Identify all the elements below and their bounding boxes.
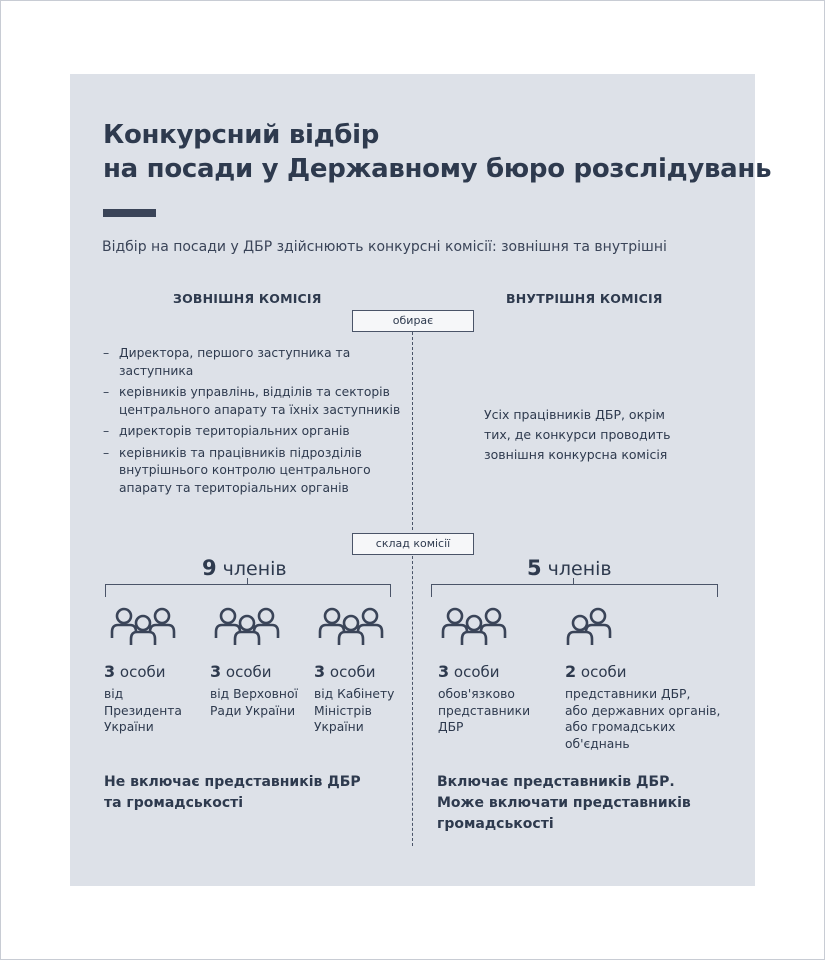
subtitle: Відбір на посади у ДБР здійснюють конкурсні комісії: зовнішня та внутрішні — [102, 239, 667, 255]
group-description-line: ДБР — [438, 720, 464, 734]
group-description-line: України — [104, 720, 154, 734]
group-description-line: представники ДБР, — [565, 687, 691, 701]
dash-bullet: – — [103, 385, 110, 399]
internal-positions-description — [484, 405, 704, 465]
member-count-number: 9 — [202, 556, 217, 580]
people-group-icon — [208, 605, 288, 649]
internal-commission-heading: ВНУТРІШНЯ КОМІСІЯ — [506, 291, 663, 306]
external-bracket — [105, 584, 391, 597]
external-bracket-tick — [247, 578, 248, 585]
page-title — [103, 118, 772, 186]
group-count-unit: особи — [580, 663, 627, 681]
title-line-2: на посади у Державному бюро розслідувань — [103, 154, 772, 184]
people-group-icon — [435, 605, 515, 649]
list-item — [103, 445, 403, 498]
group-description-line: від Верховної — [210, 687, 298, 701]
note-line: Включає представників ДБР. — [437, 774, 675, 790]
group-count — [565, 662, 627, 681]
selects-tag: обирає — [352, 310, 474, 332]
group-count-number: 3 — [104, 662, 116, 681]
group-description-line: представники — [438, 703, 531, 718]
people-pair-icon — [562, 605, 622, 649]
list-item — [103, 384, 403, 419]
group-description — [210, 686, 310, 719]
description-line: зовнішня конкурсна комісія — [484, 447, 668, 462]
external-positions-list — [103, 345, 403, 501]
list-item-text: керівників управлінь, відділів та секторів центрального апарату та їхніх заступників — [119, 385, 401, 417]
note-line: громадськості — [437, 816, 554, 832]
description-line: тих, де конкурси проводить — [484, 427, 671, 442]
group-count-number: 3 — [438, 662, 450, 681]
group-count — [314, 662, 376, 681]
dash-bullet: – — [103, 445, 110, 460]
divider-line-bottom — [412, 556, 413, 846]
group-description-line: від Кабінету — [314, 687, 395, 701]
group-count-unit: особи — [453, 663, 500, 681]
dash-bullet: – — [103, 424, 110, 438]
people-group-icon — [104, 605, 184, 649]
note-line: Може включати представників — [437, 795, 691, 811]
note-line: та громадськості — [104, 795, 244, 811]
list-item — [103, 345, 403, 380]
group-description-line: України — [314, 720, 364, 734]
group-count-unit: особи — [329, 663, 376, 681]
group-description-line: об'єднань — [565, 736, 630, 751]
group-description-line: від — [104, 687, 124, 701]
external-note — [104, 772, 404, 814]
internal-bracket — [431, 584, 718, 597]
group-description-line: або громадських — [565, 720, 676, 734]
description-line: Усіх працівників ДБР, окрім — [484, 407, 665, 422]
group-count — [210, 662, 272, 681]
external-member-count — [202, 556, 287, 580]
group-count-number: 3 — [314, 662, 326, 681]
group-description-line: Міністрів — [314, 703, 372, 718]
group-description — [565, 686, 735, 752]
member-count-label: членів — [222, 558, 287, 580]
group-description-line: обов'язково — [438, 687, 515, 701]
group-count-number: 3 — [210, 662, 222, 681]
group-count-unit: особи — [119, 663, 166, 681]
dash-bullet: – — [103, 346, 110, 360]
group-count-unit: особи — [225, 663, 272, 681]
member-count-number: 5 — [527, 556, 542, 580]
composition-tag: склад комісії — [352, 533, 474, 555]
internal-member-count — [527, 556, 612, 580]
people-group-icon — [312, 605, 392, 649]
title-underline-bar — [103, 209, 156, 217]
group-count — [438, 662, 500, 681]
note-line: Не включає представників ДБР — [104, 774, 361, 790]
group-count — [104, 662, 166, 681]
title-line-1: Конкурсний відбір — [103, 120, 380, 150]
list-item-text: Директора, першого заступника та заступника — [119, 346, 351, 378]
group-description-line: або державних органів, — [565, 703, 721, 718]
internal-note — [437, 772, 737, 835]
member-count-label: членів — [547, 558, 612, 580]
external-commission-heading: ЗОВНІШНЯ КОМІСІЯ — [173, 291, 322, 306]
group-description — [314, 686, 409, 736]
group-description-line: Ради України — [210, 703, 296, 718]
group-description — [438, 686, 548, 736]
list-item-text: директорів територіальних органів — [119, 424, 350, 438]
list-item-text: керівників та працівників підрозділів внутрішнього контролю центрального апарату та територіальних органів — [119, 445, 371, 495]
list-item — [103, 423, 403, 441]
internal-bracket-tick — [573, 578, 574, 585]
group-count-number: 2 — [565, 662, 577, 681]
divider-line-top — [412, 332, 413, 530]
group-description-line: Президента — [104, 703, 182, 718]
group-description — [104, 686, 204, 736]
